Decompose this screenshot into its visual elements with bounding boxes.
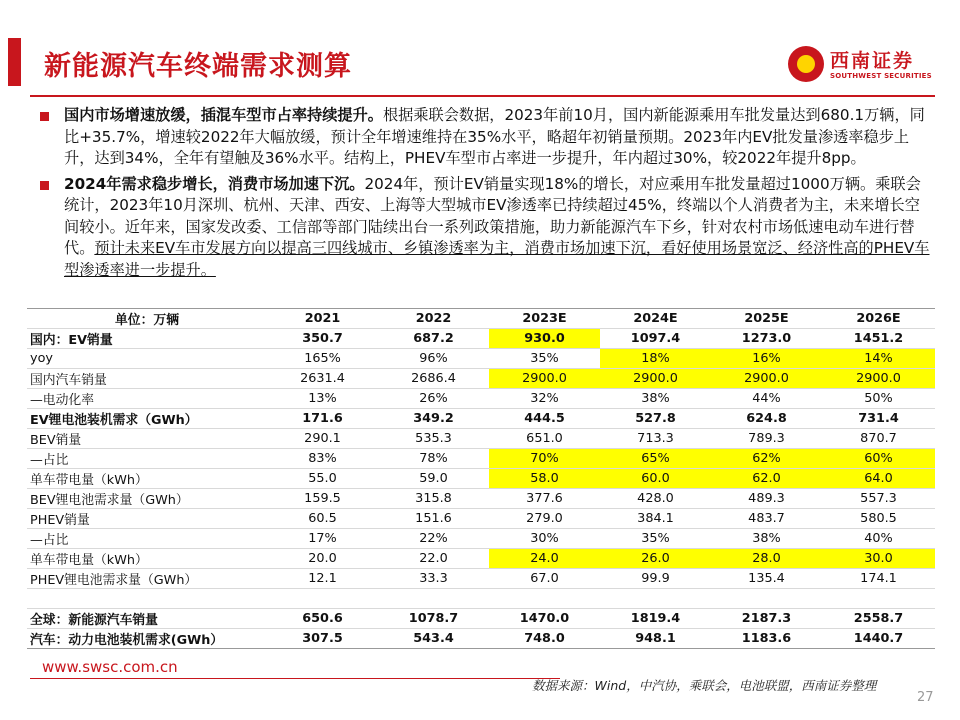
table-cell: 557.3	[822, 489, 935, 509]
title-divider	[30, 95, 935, 97]
row-label: 汽车：动力电池装机需求(GWh）	[27, 629, 267, 649]
table-row	[27, 589, 935, 609]
table-cell: 30.0	[822, 549, 935, 569]
table-cell: 1078.7	[378, 609, 489, 629]
table-cell: 444.5	[489, 409, 600, 429]
table-row	[27, 629, 935, 649]
table-cell: 55.0	[267, 469, 378, 489]
table-cell: 151.6	[378, 509, 489, 529]
table-row	[27, 469, 935, 489]
table-row	[27, 349, 935, 369]
table-cell: 50%	[822, 389, 935, 409]
table-cell: 38%	[711, 529, 822, 549]
table-cell: 40%	[822, 529, 935, 549]
title-accent-bar	[8, 38, 21, 86]
table-cell: 96%	[378, 349, 489, 369]
table-cell: 135.4	[711, 569, 822, 589]
table-cell: 60.5	[267, 509, 378, 529]
table-cell: 26%	[378, 389, 489, 409]
table-cell: 290.1	[267, 429, 378, 449]
table-header-row	[27, 309, 935, 329]
table-cell: 2900.0	[489, 369, 600, 389]
table-year-header: 2021	[267, 309, 378, 329]
table-cell: 14%	[822, 349, 935, 369]
table-row	[27, 369, 935, 389]
table-cell: 26.0	[600, 549, 711, 569]
table-cell: 483.7	[711, 509, 822, 529]
table-cell: 44%	[711, 389, 822, 409]
table-cell: 20.0	[267, 549, 378, 569]
paragraph-domestic-market	[40, 105, 933, 170]
table-row	[27, 409, 935, 429]
table-cell: 159.5	[267, 489, 378, 509]
table-cell: 12.1	[267, 569, 378, 589]
page-number: 27	[917, 690, 934, 705]
table-cell: 16%	[711, 349, 822, 369]
table-cell: 13%	[267, 389, 378, 409]
table-cell: 174.1	[822, 569, 935, 589]
ev-demand-table	[27, 308, 935, 649]
table-cell: 24.0	[489, 549, 600, 569]
table-cell: 307.5	[267, 629, 378, 649]
table-cell: 580.5	[822, 509, 935, 529]
paragraph-underlined-conclusion: 预计未来EV车市发展方向以提高三四线城市、乡镇渗透率为主，消费市场加速下沉，看好使用场景宽泛、经济性高的PHEV车型渗透率进一步提升。	[64, 239, 930, 279]
table-year-header: 2026E	[822, 309, 935, 329]
table-cell: 527.8	[600, 409, 711, 429]
table-cell: 349.2	[378, 409, 489, 429]
table-cell: 687.2	[378, 329, 489, 349]
table-cell	[489, 589, 600, 609]
table-cell: 2900.0	[822, 369, 935, 389]
row-label: EV锂电池装机需求（GWh）	[27, 409, 267, 429]
table-cell: 33.3	[378, 569, 489, 589]
table-cell: 279.0	[489, 509, 600, 529]
table-cell: 83%	[267, 449, 378, 469]
table-cell: 22.0	[378, 549, 489, 569]
table-cell: 67.0	[489, 569, 600, 589]
table-cell: 377.6	[489, 489, 600, 509]
row-label: PHEV锂电池需求量（GWh）	[27, 569, 267, 589]
paragraph-2024-demand	[40, 174, 933, 282]
table-cell	[822, 589, 935, 609]
table-cell: 2686.4	[378, 369, 489, 389]
row-label: 全球：新能源汽车销量	[27, 609, 267, 629]
row-label: BEV销量	[27, 429, 267, 449]
row-label: 国内：EV销量	[27, 329, 267, 349]
table-cell: 930.0	[489, 329, 600, 349]
logo-chinese-name: 西南证券	[830, 50, 915, 72]
row-label: 单车带电量（kWh）	[27, 469, 267, 489]
table-row	[27, 489, 935, 509]
table-cell: 1470.0	[489, 609, 600, 629]
table-cell: 35%	[600, 529, 711, 549]
table-cell: 1451.2	[822, 329, 935, 349]
table-cell: 870.7	[822, 429, 935, 449]
table-cell: 651.0	[489, 429, 600, 449]
table-cell: 789.3	[711, 429, 822, 449]
square-bullet-icon	[40, 112, 49, 121]
table-row	[27, 429, 935, 449]
table-cell: 350.7	[267, 329, 378, 349]
table-cell: 713.3	[600, 429, 711, 449]
table-cell	[378, 589, 489, 609]
table-cell: 535.3	[378, 429, 489, 449]
table-cell: 38%	[600, 389, 711, 409]
table-year-header: 2023E	[489, 309, 600, 329]
table-year-header: 2022	[378, 309, 489, 329]
row-label: 国内汽车销量	[27, 369, 267, 389]
table-cell: 22%	[378, 529, 489, 549]
row-label: yoy	[27, 349, 267, 369]
table-cell: 17%	[267, 529, 378, 549]
table-cell: 731.4	[822, 409, 935, 429]
table-cell: 32%	[489, 389, 600, 409]
logo-mark-icon	[788, 46, 824, 82]
row-label	[27, 589, 267, 609]
table-cell: 165%	[267, 349, 378, 369]
table-row	[27, 389, 935, 409]
table-cell: 1440.7	[822, 629, 935, 649]
table-cell: 62%	[711, 449, 822, 469]
table-cell: 1273.0	[711, 329, 822, 349]
table-cell: 543.4	[378, 629, 489, 649]
table-row	[27, 549, 935, 569]
row-label: BEV锂电池需求量（GWh）	[27, 489, 267, 509]
table-cell	[711, 589, 822, 609]
table-row	[27, 569, 935, 589]
table-cell: 78%	[378, 449, 489, 469]
paragraph-heading: 国内市场增速放缓，插混车型市占率持续提升。	[64, 106, 383, 124]
paragraph-body: 根据乘联会数据，2023年前10月，国内新能源乘用车批发量达到680.1万辆，同比+35.7%，增速较2022年大幅放缓，预计全年增速维持在35%水平，略超年初销量预期。2023年内EV批发量渗透率稳步上升，达到34%，全年有望触及36%水平。结构上，PHEV车型市占率进一步提升，年内超过30%，较2022年提升8pp。	[64, 106, 925, 167]
paragraph-heading: 2024年需求稳步增长，消费市场加速下沉。	[64, 174, 365, 193]
table-cell: 650.6	[267, 609, 378, 629]
row-label: 单车带电量（kWh）	[27, 549, 267, 569]
table-row	[27, 509, 935, 529]
row-label: —占比	[27, 529, 267, 549]
table-cell: 428.0	[600, 489, 711, 509]
table-cell: 30%	[489, 529, 600, 549]
table-cell: 384.1	[600, 509, 711, 529]
table-cell: 62.0	[711, 469, 822, 489]
table-cell: 489.3	[711, 489, 822, 509]
row-label: PHEV销量	[27, 509, 267, 529]
table-cell: 60.0	[600, 469, 711, 489]
table-cell: 171.6	[267, 409, 378, 429]
summary-paragraphs	[40, 105, 933, 285]
data-source-note: 数据来源：Wind，中汽协，乘联会，电池联盟，西南证券整理	[532, 678, 877, 693]
table-row	[27, 449, 935, 469]
table-cell: 18%	[600, 349, 711, 369]
table-cell	[267, 589, 378, 609]
table-cell: 70%	[489, 449, 600, 469]
footer-divider	[30, 678, 560, 679]
square-bullet-icon	[40, 181, 49, 190]
table-cell: 1819.4	[600, 609, 711, 629]
website-link[interactable]: www.swsc.com.cn	[42, 658, 178, 676]
table-cell: 624.8	[711, 409, 822, 429]
table-cell: 2187.3	[711, 609, 822, 629]
paragraph-body: 2024年，预计EV销量实现18%的增长，对应乘用车批发量超过1000万辆。乘联会统计，2023年10月深圳、杭州、天津、西安、上海等大型城市EV渗透率已持续超过45%，终端以个人消费者为主，未来增长空间较小。近年来，国家发改委、工信部等部门陆续出台一系列政策措施，助力新能源汽车下乡，针对农村市场低速电动车进行替代。	[64, 174, 921, 257]
table-unit-label: 单位：万辆	[27, 309, 267, 329]
table-cell: 948.1	[600, 629, 711, 649]
table-cell: 1097.4	[600, 329, 711, 349]
table-cell: 65%	[600, 449, 711, 469]
table-cell: 748.0	[489, 629, 600, 649]
table-cell: 2558.7	[822, 609, 935, 629]
table-row	[27, 329, 935, 349]
table-cell: 35%	[489, 349, 600, 369]
table-cell	[600, 589, 711, 609]
table-cell: 58.0	[489, 469, 600, 489]
company-logo	[788, 42, 933, 88]
row-label: —电动化率	[27, 389, 267, 409]
table-cell: 1183.6	[711, 629, 822, 649]
table-cell: 2631.4	[267, 369, 378, 389]
page-title: 新能源汽车终端需求测算	[44, 51, 352, 82]
table-row	[27, 609, 935, 629]
table-cell: 59.0	[378, 469, 489, 489]
table-year-header: 2024E	[600, 309, 711, 329]
table-year-header: 2025E	[711, 309, 822, 329]
logo-english-name: SOUTHWEST SECURITIES	[830, 72, 932, 80]
table-cell: 28.0	[711, 549, 822, 569]
table-cell: 2900.0	[600, 369, 711, 389]
table-cell: 64.0	[822, 469, 935, 489]
table-cell: 60%	[822, 449, 935, 469]
table-cell: 2900.0	[711, 369, 822, 389]
table-row	[27, 529, 935, 549]
table-cell: 99.9	[600, 569, 711, 589]
row-label: —占比	[27, 449, 267, 469]
table-cell: 315.8	[378, 489, 489, 509]
